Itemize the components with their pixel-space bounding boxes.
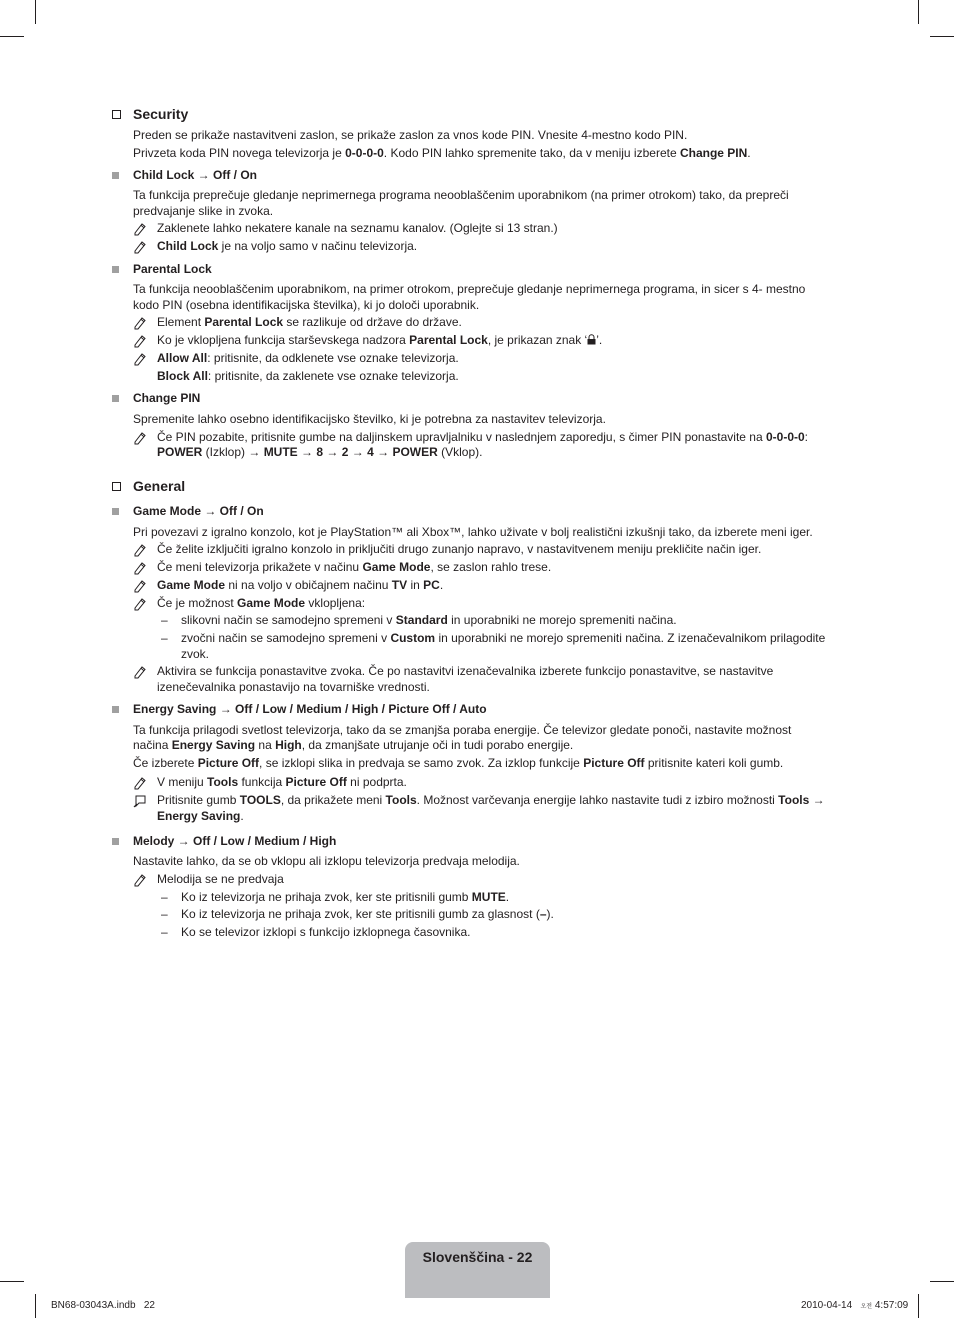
bullet-square-icon bbox=[112, 395, 119, 402]
dash-bullet: – bbox=[161, 925, 168, 939]
pencil-note-icon bbox=[133, 352, 147, 366]
crop-mark bbox=[930, 36, 954, 37]
note-text: Zaklenete lahko nekatere kanale na seznamu kanalov. (Oglejte si 13 stran.) bbox=[157, 221, 558, 235]
imprint-file: BN68-03043A.indb 22 bbox=[51, 1300, 155, 1311]
paragraph: kodo PIN (osebna identifikacijska številka), ki jo določi uporabnik. bbox=[133, 298, 480, 312]
pencil-note-icon bbox=[133, 543, 147, 557]
pencil-note-icon bbox=[133, 561, 147, 575]
note-text: Block All: pritisnite, da zaklenete vse oznake televizorja. bbox=[157, 369, 459, 383]
note-text: Pritisnite gumb TOOLS, da prikažete meni Tools. Možnost varčevanja energije lahko nastavite tudi z izbiro možnosti Tools → bbox=[157, 793, 825, 807]
pencil-note-icon bbox=[133, 240, 147, 254]
paragraph: Privzeta koda PIN novega televizorja je 0-0-0-0. Kodo PIN lahko spremenite tako, da v meniju izberete Change PIN. bbox=[133, 146, 751, 160]
note-text: Game Mode ni na voljo v običajnem načinu TV in PC. bbox=[157, 578, 444, 592]
bullet-square-icon bbox=[112, 838, 119, 845]
subsection-title-game-mode: Game Mode → Off / On bbox=[133, 504, 264, 518]
pencil-note-icon bbox=[133, 316, 147, 330]
note-text: Aktivira se funkcija ponastavitve zvoka. Če po nastavitvi izenačevalnika izberete funkcijo ponastavitve, se nastavitve bbox=[157, 664, 774, 678]
lock-icon bbox=[587, 334, 596, 345]
dash-bullet: – bbox=[161, 907, 168, 921]
note-text: Allow All: pritisnite, da odklenete vse oznake televizorja. bbox=[157, 351, 459, 365]
note-text: Element Parental Lock se razlikuje od države do države. bbox=[157, 315, 462, 329]
paragraph: predvajanje slike in zvoka. bbox=[133, 204, 274, 218]
dash-bullet: – bbox=[161, 631, 168, 645]
pencil-note-icon bbox=[133, 222, 147, 236]
note-text: Melodija se ne predvaja bbox=[157, 872, 284, 886]
tools-remote-icon bbox=[133, 794, 147, 808]
note-text: V meniju Tools funkcija Picture Off ni podprta. bbox=[157, 775, 407, 789]
crop-mark bbox=[918, 0, 919, 24]
paragraph: Nastavite lahko, da se ob vklopu ali izklopu televizorja predvaja melodija. bbox=[133, 854, 520, 868]
subsection-title-energy-saving: Energy Saving → Off / Low / Medium / High / Picture Off / Auto bbox=[133, 702, 487, 716]
note-text: izenečevalnika ponastavijo na tovarniške vrednosti. bbox=[157, 680, 430, 694]
bullet-square-icon bbox=[112, 706, 119, 713]
paragraph: Če izberete Picture Off, se izklopi slika in predvaja se samo zvok. Za izklop funkcije Picture Off pritisnite kateri koli gumb. bbox=[133, 756, 784, 770]
paragraph: načina Energy Saving na High, da zmanjšate utrujanje oči in tudi porabo energije. bbox=[133, 738, 574, 752]
note-text: Če PIN pozabite, pritisnite gumbe na daljinskem upravljalniku v naslednjem zaporedju, s čimer PIN ponastavite na 0-0-0-0: bbox=[157, 430, 809, 444]
section-checkbox-icon bbox=[112, 482, 121, 491]
paragraph: Pri povezavi z igralno konzolo, kot je PlayStation™ ali Xbox™, lahko uživate v bolj realistični izkušnji tako, da izberete meni iger. bbox=[133, 525, 813, 539]
dash-item-text: Ko se televizor izklopi s funkcijo izklopnega časovnika. bbox=[181, 925, 471, 939]
dash-item-text: Ko iz televizorja ne prihaja zvok, ker ste pritisnili gumb MUTE. bbox=[181, 890, 510, 904]
paragraph: Ta funkcija preprečuje gledanje neprimernega programa neooblaščenim uporabnikom (na primer otrokom) tako, da prepreči bbox=[133, 188, 789, 202]
dash-item-text: zvok. bbox=[181, 647, 210, 661]
section-checkbox-icon bbox=[112, 110, 121, 119]
pencil-note-icon bbox=[133, 579, 147, 593]
pencil-note-icon bbox=[133, 873, 147, 887]
crop-mark bbox=[35, 0, 36, 24]
page-number: Slovenščina - 22 bbox=[422, 1249, 533, 1265]
paragraph: Preden se prikaže nastavitveni zaslon, se prikaže zaslon za vnos kode PIN. Vnesite 4-mestno kodo PIN. bbox=[133, 128, 688, 142]
dash-item-text: zvočni način se samodejno spremeni v Custom in uporabniki ne morejo spremeniti načina. Z izenačevalnikom prilagodite bbox=[181, 631, 826, 645]
section-title-general: General bbox=[133, 478, 186, 494]
pencil-note-icon bbox=[133, 597, 147, 611]
pencil-note-icon bbox=[133, 776, 147, 790]
note-text: POWER (Izklop) → MUTE → 8 → 2 → 4 → POWER (Vklop). bbox=[157, 445, 483, 459]
note-text: Energy Saving. bbox=[157, 809, 244, 823]
crop-mark bbox=[930, 1281, 954, 1282]
paragraph: Spremenite lahko osebno identifikacijsko številko, ki je potrebna za nastavitev televizorja. bbox=[133, 412, 606, 426]
paragraph: Ta funkcija prilagodi svetlost televizorja, tako da se zmanjša poraba energije. Če televizor gledate ponoči, nastavite možnost bbox=[133, 723, 792, 737]
bullet-square-icon bbox=[112, 172, 119, 179]
subsection-title-parental-lock: Parental Lock bbox=[133, 262, 212, 276]
note-text: Child Lock je na voljo samo v načinu televizorja. bbox=[157, 239, 418, 253]
crop-mark bbox=[0, 1281, 24, 1282]
subsection-title-melody: Melody → Off / Low / Medium / High bbox=[133, 834, 337, 848]
note-text: Če meni televizorja prikažete v načinu Game Mode, se zaslon rahlo trese. bbox=[157, 560, 552, 574]
section-title-security: Security bbox=[133, 106, 189, 122]
note-text: Če je možnost Game Mode vklopljena: bbox=[157, 596, 366, 610]
crop-mark bbox=[35, 1294, 36, 1318]
paragraph: Ta funkcija neooblaščenim uporabnikom, na primer otrokom, preprečuje gledanje neprimernega programa, in sicer s 4- mestno bbox=[133, 282, 806, 296]
bullet-square-icon bbox=[112, 266, 119, 273]
dash-item-text: Ko iz televizorja ne prihaja zvok, ker ste pritisnili gumb za glasnost (–). bbox=[181, 907, 554, 921]
pencil-note-icon bbox=[133, 431, 147, 445]
crop-mark bbox=[0, 36, 24, 37]
note-text: Če želite izključiti igralno konzolo in priključiti drugo zunanjo napravo, v nastavitvenem meniju prekličite način iger. bbox=[157, 542, 762, 556]
bullet-square-icon bbox=[112, 508, 119, 515]
pencil-note-icon bbox=[133, 665, 147, 679]
crop-mark bbox=[918, 1294, 919, 1318]
subsection-title-change-pin: Change PIN bbox=[133, 391, 201, 405]
note-text: Ko je vklopljena funkcija starševskega nadzora Parental Lock, je prikazan znak ‘ ’. bbox=[157, 333, 603, 347]
imprint-timestamp: 2010-04-14 오전 4:57:09 bbox=[801, 1300, 909, 1311]
dash-bullet: – bbox=[161, 890, 168, 904]
dash-bullet: – bbox=[161, 613, 168, 627]
pencil-note-icon bbox=[133, 334, 147, 348]
subsection-title-child-lock: Child Lock → Off / On bbox=[133, 168, 257, 182]
dash-item-text: slikovni način se samodejno spremeni v Standard in uporabniki ne morejo spremeniti načina. bbox=[181, 613, 677, 627]
